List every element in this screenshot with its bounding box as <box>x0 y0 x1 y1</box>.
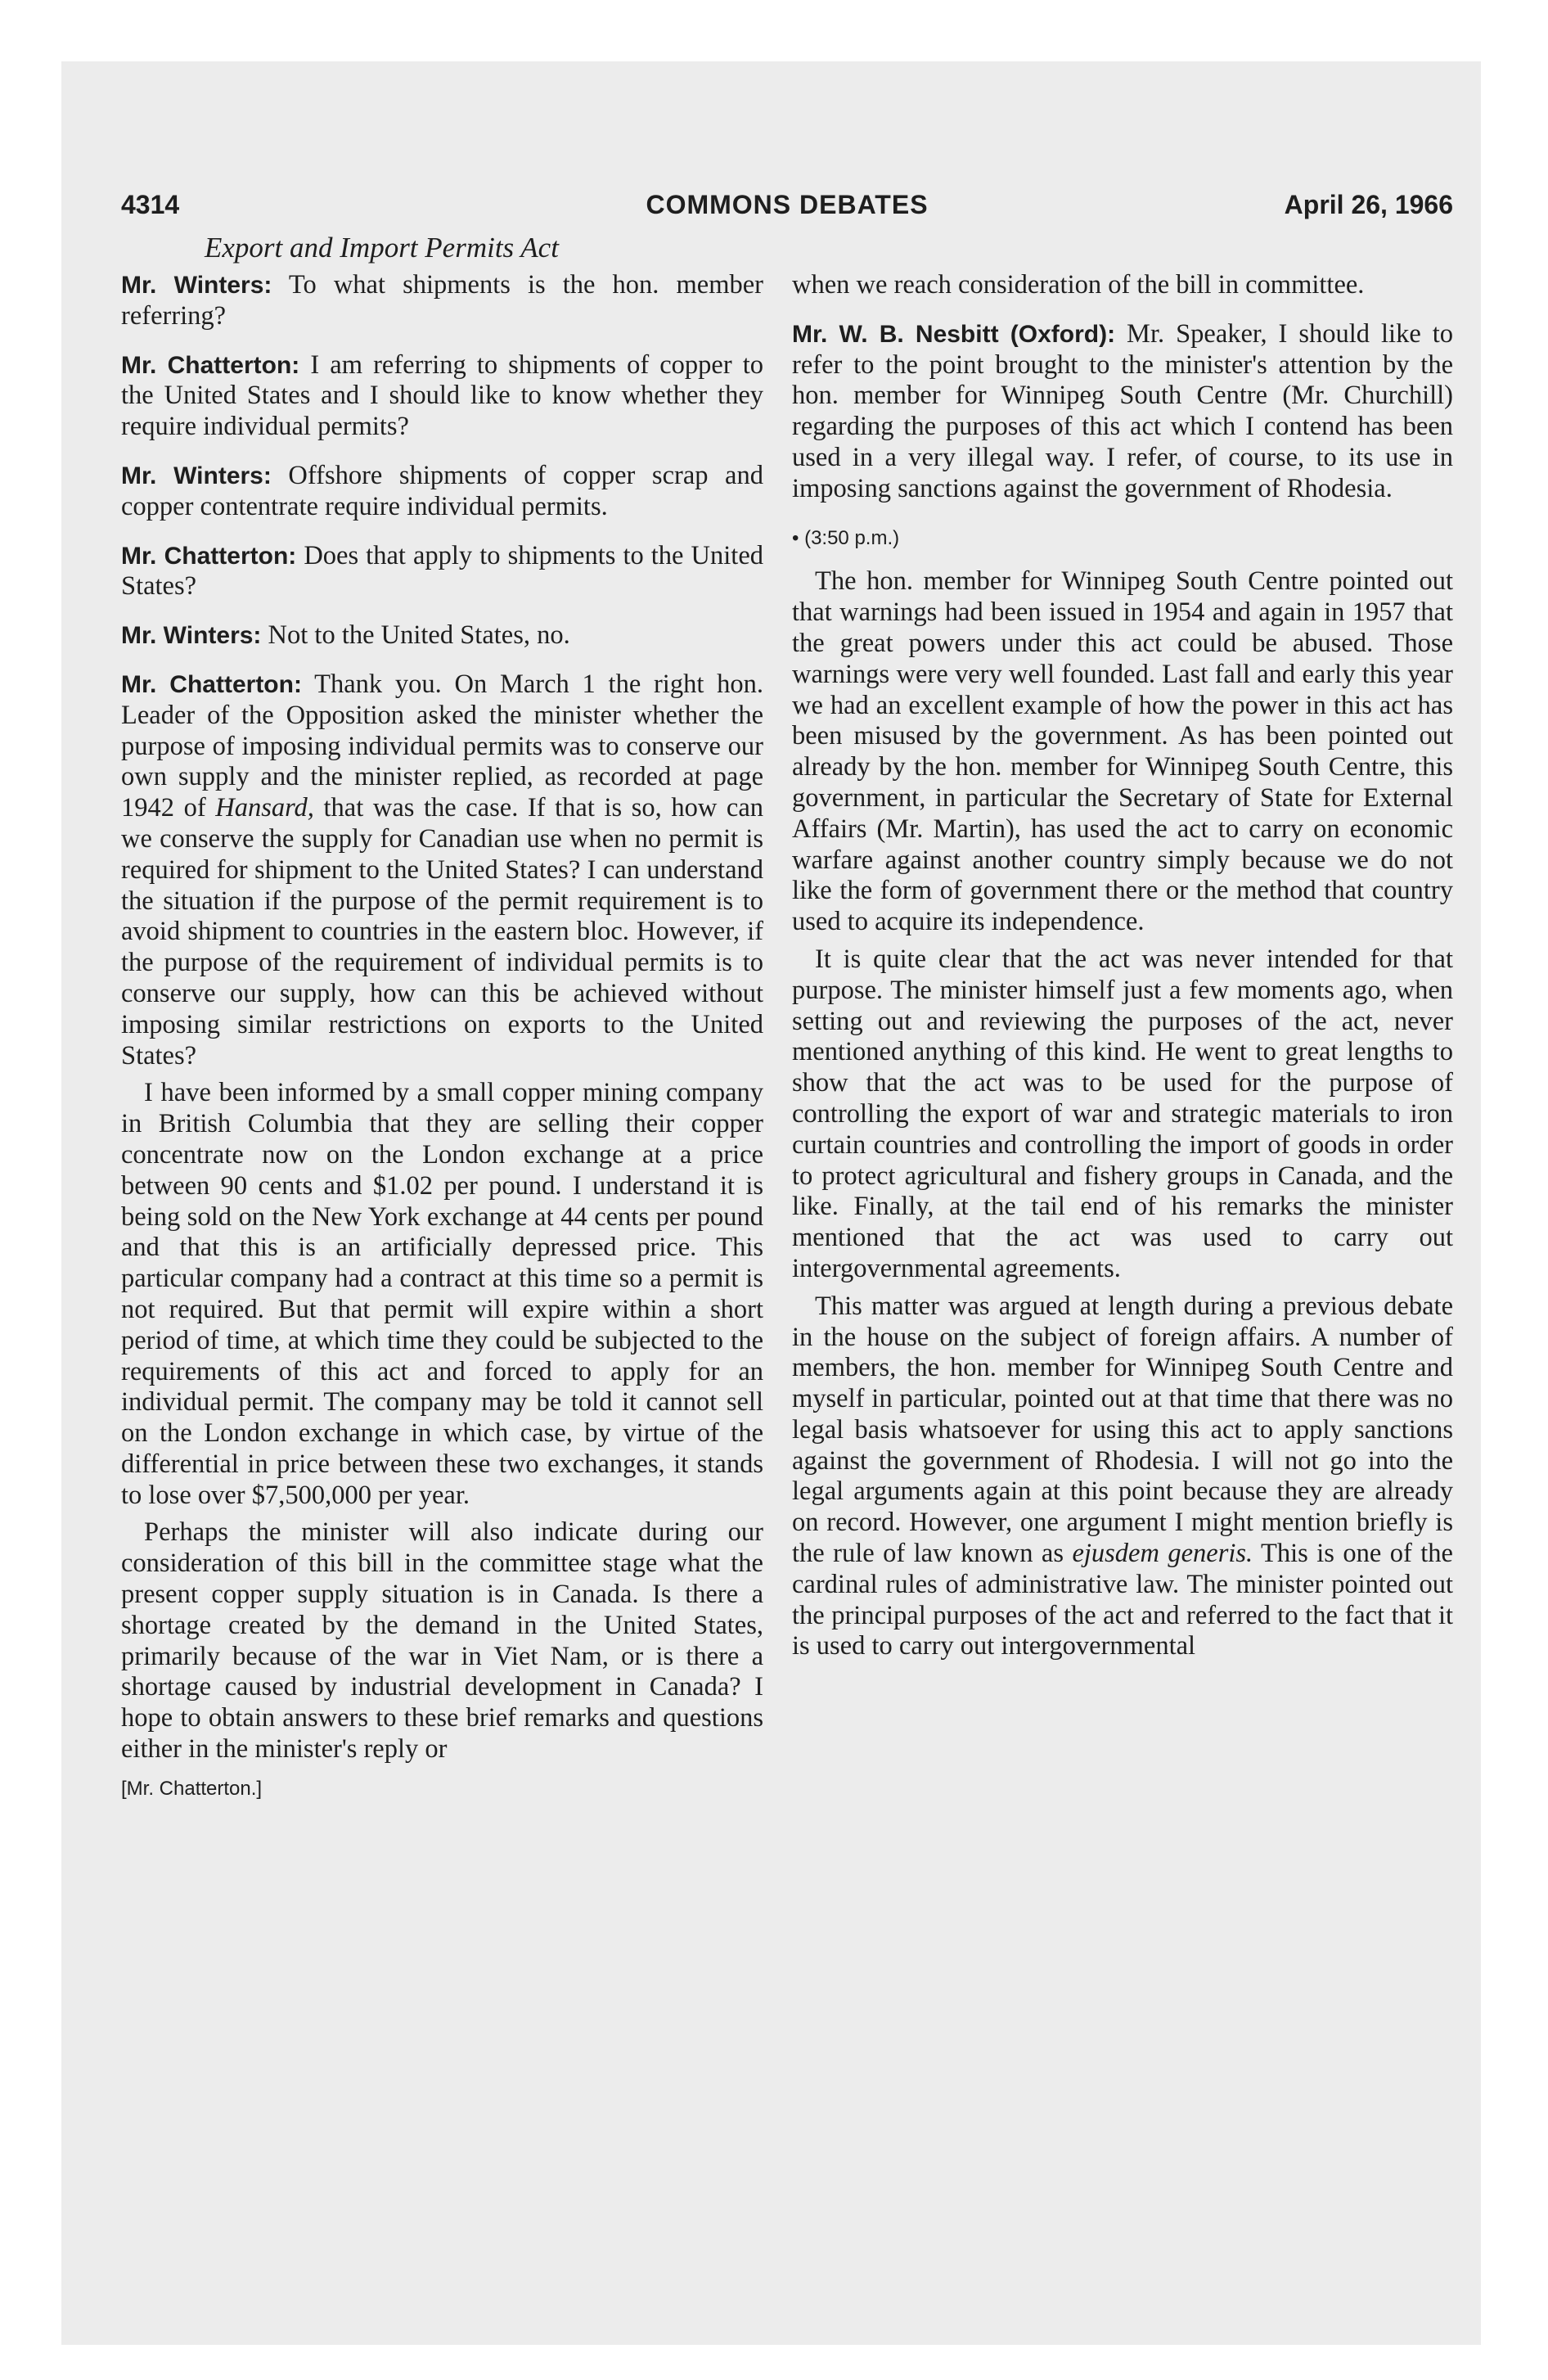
speaker-name: Mr. W. B. Nesbitt (Oxford): <box>792 320 1116 348</box>
paragraph: It is quite clear that the act was never intended for that purpose. The minister himself just a few moments ago, when setting out and reviewing the purposes of the act, never mentioned anything of this kind. He went to great lengths to show that the act was to be used for the purpose of controlling the export of war and strategic materials to iron curtain countries and controlling the import of goods in order to protect agricultural and fishery groups in Canada, and the like. Finally, at the tail end of his remarks the minister mentioned that the act was used to carry out intergovernmental agreements. <box>792 944 1453 1283</box>
speaker-footer: [Mr. Chatterton.] <box>121 1777 263 1800</box>
paragraph <box>121 270 763 332</box>
section-heading: Export and Import Permits Act <box>205 232 559 264</box>
paragraph <box>792 1291 1453 1663</box>
paragraph-text: Offshore shipments of copper scrap and copper contentrate require individual permits. <box>121 460 763 521</box>
speaker-name: Mr. Winters: <box>121 272 272 299</box>
left-column <box>121 270 763 1823</box>
paragraph-text: Does that apply to shipments to the United States? <box>121 540 763 602</box>
hansard-reference: Hansard, <box>215 793 314 823</box>
paragraph <box>121 541 763 603</box>
paragraph-text: Mr. Speaker, I should like to refer to the point brought to the minister's attention by the hon. member for Winnipeg South Centre (Mr. Churchill) regarding the purposes of this act which I contend has been used in a very illegal way. I refer, of course, to its use in imposing sanctions against the government of Rhodesia. <box>792 318 1453 503</box>
paragraph-text: Not to the United States, no. <box>261 620 570 651</box>
paragraph <box>121 350 763 443</box>
paragraph <box>121 620 763 651</box>
publication-title: COMMONS DEBATES <box>646 190 929 219</box>
paragraph <box>121 461 763 523</box>
header-date: April 26, 1966 <box>1284 190 1453 219</box>
paragraph-text: To what shipments is the hon. member referring? <box>121 270 764 331</box>
speaker-name: Mr. Chatterton: <box>121 670 302 698</box>
paragraph: when we reach consideration of the bill in committee. <box>792 270 1365 300</box>
paragraph <box>121 669 763 1071</box>
paragraph: The hon. member for Winnipeg South Centre pointed out that warnings had been issued in 1954 and again in 1957 that the great powers under this act could be abused. Those warnings were very well founded. Last fall and early this year we had an excellent example of how the power in this act has been misused by the government. As has been pointed out already by the hon. member for Winnipeg South Centre, this government, in particular the Secretary of State for External Affairs (Mr. Martin), has used the act to carry on economic warfare against another country simply because we do not like the form of government there or the method that country used to acquire its independence. <box>792 566 1453 937</box>
paragraph-text: I am referring to shipments of copper to the United States and I should like to know whether they require individual permits? <box>121 349 764 442</box>
paragraph <box>792 319 1453 505</box>
right-column <box>792 270 1453 1680</box>
paragraph-text: This is one of the cardinal rules of administrative law. The minister pointed out the principal purposes of the act and referred to the fact that it is used to carry out intergovernmental <box>792 1539 1453 1661</box>
latin-term: ejusdem generis. <box>1072 1539 1253 1569</box>
paragraph-text: Thank you. On March 1 the right hon. Leader of the Opposition asked the minister whether the purpose of imposing individual permits was to conserve our own supply and the minister replied, as recorded at page 1942 of <box>121 669 763 823</box>
time-stamp: • (3:50 p.m.) <box>792 526 900 549</box>
paragraph: I have been informed by a small copper mining company in British Columbia that they are selling their copper concentrate now on the London exchange at a price between 90 cents and $1.02 per pound. I understand it is being sold on the New York exchange at 44 cents per pound and that this is an artificially depressed price. This particular company had a contract at this time so a permit is not required. But that permit will expire within a short period of time, at which time they could be subjected to the requirements of this act and forced to apply for an individual permit. The company may be told it cannot sell on the London exchange in which case, by virtue of the differential in price between these two exchanges, it stands to lose over $7,500,000 per year. <box>121 1078 763 1510</box>
page-number: 4314 <box>121 190 180 219</box>
paragraph: Perhaps the minister will also indicate during our consideration of this bill in the committee stage what the present copper supply situation is in Canada. Is there a shortage created by the demand in the United States, primarily because of the war in Viet Nam, or is there a shortage caused by industrial development in Canada? I hope to obtain answers to these brief remarks and questions either in the minister's reply or <box>121 1517 763 1765</box>
speaker-name: Mr. Chatterton: <box>121 542 297 570</box>
speaker-name: Mr. Chatterton: <box>121 351 300 379</box>
speaker-name: Mr. Winters: <box>121 622 262 650</box>
paragraph-text: This matter was argued at length during a previous debate in the house on the subject of foreign affairs. A number of members, the hon. member for Winnipeg South Centre and myself in particular, pointed out at that time that there was no legal basis whatsoever for using this act to apply sanctions against the government of Rhodesia. I will not go into the legal arguments again at this point because they are already on record. However, one argument I might mention briefly is the rule of law known as <box>792 1291 1453 1569</box>
speaker-name: Mr. Winters: <box>121 462 272 489</box>
paragraph-text: that was the case. If that is so, how can we conserve the supply for Canadian use when no permit is required for shipment to the United States? I can understand the situation if the purpose of the permit requirement is to avoid shipment to countries in the eastern bloc. However, if the purpose of the requirement of individual permits is to conserve our supply, how can this be achieved without imposing similar restrictions on exports to the United States? <box>121 793 763 1071</box>
